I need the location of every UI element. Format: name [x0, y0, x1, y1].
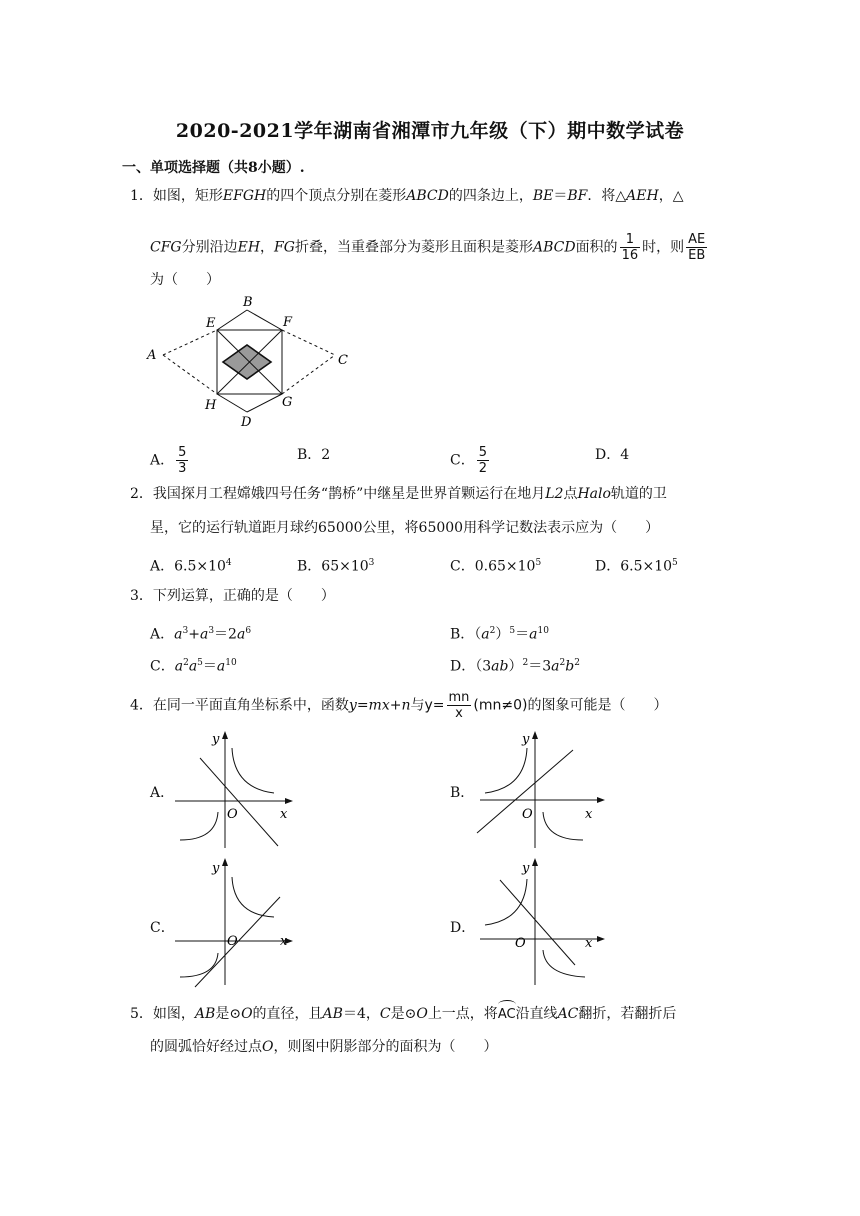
q1-option-c[interactable]: C． $\frac{5}{2}$: [450, 445, 487, 476]
q5-line-2: 的圆弧恰好经过点O，则图中阴影部分的面积为（ ）: [150, 1039, 498, 1055]
fraction-ae-eb: $\frac{AE}{EB}$: [688, 232, 706, 263]
svg-text:x: x: [585, 936, 593, 951]
svg-text:y: y: [212, 732, 220, 747]
q4-option-d[interactable]: D．: [450, 920, 476, 936]
svg-text:x: x: [585, 807, 593, 822]
q3-option-b[interactable]: B．$(a^2)^5=a^{10}$: [450, 626, 549, 643]
q1-line-1: 1．如图，矩形EFGH的四个顶点分别在菱形ABCD的四条边上，BE＝BF．将△AEH，△: [130, 188, 684, 204]
svg-text:O: O: [515, 936, 526, 951]
q1-option-a[interactable]: A． $\frac{5}{3}$: [150, 445, 187, 476]
q3-option-a[interactable]: A．$a^3+a^3=2a^6$: [150, 626, 252, 643]
svg-text:y: y: [522, 732, 530, 747]
svg-text:x: x: [280, 807, 288, 822]
q2-option-b[interactable]: B．$65\times 10^3$: [297, 558, 375, 575]
label-B: B: [243, 295, 253, 310]
graph-c: [170, 855, 300, 990]
overlap-rhombus: [223, 345, 271, 379]
label-A: A: [147, 348, 157, 363]
svg-text:O: O: [522, 807, 533, 822]
q4-option-a[interactable]: A．: [150, 785, 175, 801]
fraction-1-16: $\frac{1}{16}$: [621, 232, 639, 263]
q2-option-d[interactable]: D．$6.5\times 10^5$: [595, 558, 678, 575]
svg-text:x: x: [280, 934, 288, 949]
label-C: C: [338, 353, 348, 368]
svg-text:O: O: [227, 807, 238, 822]
q1-option-d[interactable]: D．4: [595, 447, 630, 463]
arc-ac-symbol: AC: [498, 1005, 516, 1025]
section-heading: 一、单项选择题（共8小题）.: [122, 160, 305, 176]
q3-stem: 3．下列运算，正确的是（ ）: [130, 588, 335, 604]
label-G: G: [282, 395, 293, 410]
svg-text:O: O: [227, 934, 238, 949]
q1-option-b[interactable]: B．2: [297, 447, 331, 463]
label-H: H: [205, 398, 217, 413]
q4-option-b[interactable]: B．: [450, 785, 475, 801]
q3-option-d[interactable]: D．$(3ab)^2=3a^2b^2$: [450, 658, 580, 675]
q2-line-1: 2．我国探月工程嫦娥四号任务“鹊桥”中继星是世界首颗运行在地月L2点Halo轨道的卫: [130, 486, 667, 502]
q1-line-2: CFG分别沿边EH，FG折叠，当重叠部分为菱形且面积是菱形ABCD面积的 $\frac{1}{16}$ 时，则 $\frac{AE}{EB}$: [150, 232, 706, 263]
q4-stem: 4．在同一平面直角坐标系中，函数y=mx+n与y= $\frac{mn}{x}$ (mn≠0)的图象可能是（ ）: [130, 690, 668, 721]
q2-line-2: 星，它的运行轨道距月球约65000公里，将65000用科学记数法表示应为（ ）: [150, 520, 660, 536]
label-E: E: [206, 316, 216, 331]
q2-option-a[interactable]: A．$6.5\times 10^4$: [150, 558, 232, 575]
q4-option-c[interactable]: C．: [150, 920, 175, 936]
q3-option-c[interactable]: C．$a^2a^5=a^{10}$: [150, 658, 237, 675]
page-title: 2020-2021学年湖南省湘潭市九年级（下）期中数学试卷: [175, 120, 685, 142]
label-D: D: [241, 415, 252, 430]
q5-line-1: 5．如图，AB是⊙O的直径，且AB＝4，C是⊙O上一点，将AC沿直线AC翻折，若翻折后: [130, 1004, 676, 1025]
graph-b: [475, 728, 610, 853]
q2-option-c[interactable]: C．$0.65\times 10^5$: [450, 558, 542, 575]
svg-text:y: y: [212, 861, 220, 876]
q1-line-3: 为（ ）: [150, 272, 220, 288]
graph-d: [475, 855, 610, 990]
rhombus-figure: [145, 292, 360, 430]
svg-text:y: y: [522, 861, 530, 876]
label-F: F: [283, 315, 293, 330]
graph-a: [170, 728, 300, 853]
